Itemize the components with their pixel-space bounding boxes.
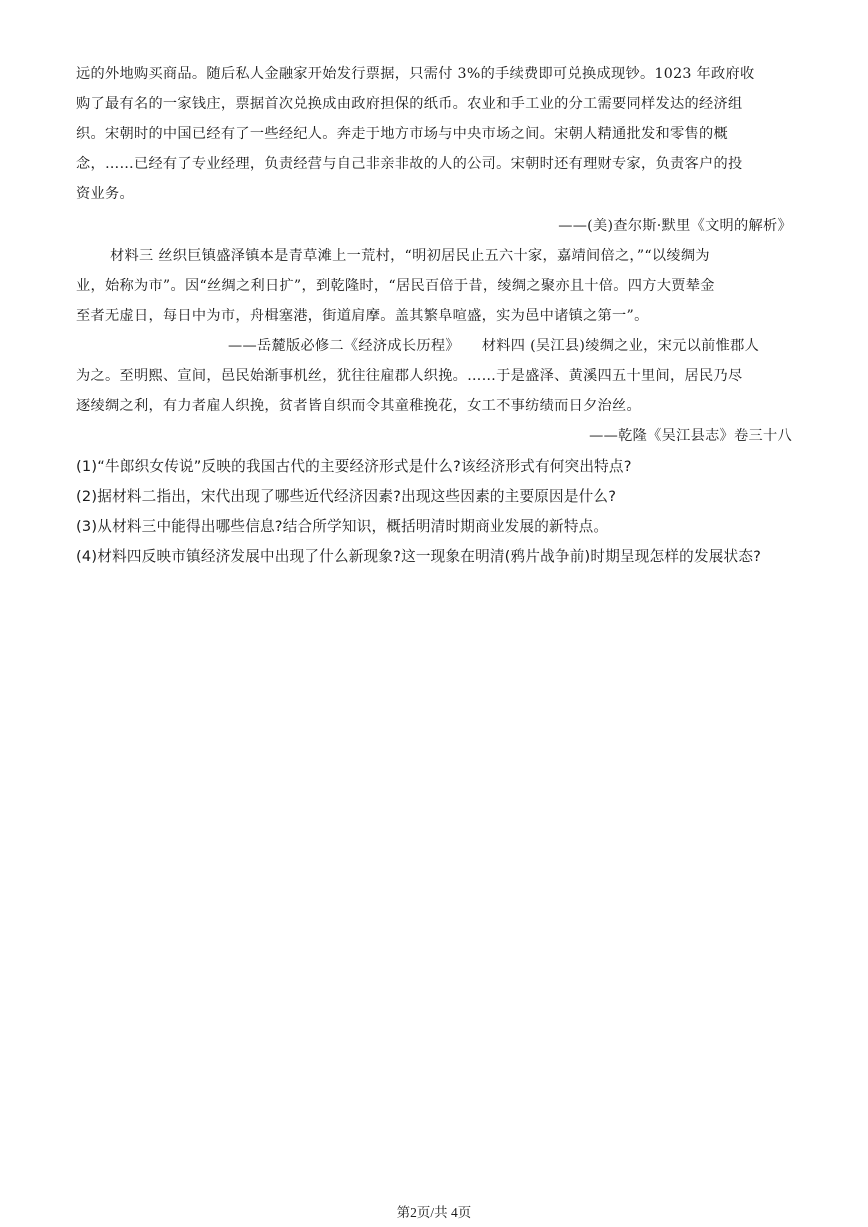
material4-line: 为之。至明熙、宣间，邑民始渐事机丝，犹往往雇郡人织挽。……于是盛泽、黄溪四五十里间，居民乃尽	[76, 368, 743, 384]
material2-line: 念，……已经有了专业经理，负责经营与自己非亲非故的人的公司。宋朝时还有理财专家，负责客户的投	[76, 156, 743, 172]
material3-source: ——岳麓版必修二《经济成长历程》	[228, 338, 460, 354]
material3-line: 至者无虚日，每日中为市，舟楫塞港，街道肩摩。盖其繁阜喧盛，实为邑中诸镇之第一”。	[76, 308, 649, 324]
page-number: 第2页/共 4页	[396, 1205, 472, 1220]
question-3: (3)从材料三中能得出哪些信息?结合所学知识，概括明清时期商业发展的新特点。	[76, 518, 609, 535]
question-2: (2)据材料二指出，宋代出现了哪些近代经济因素?出现这些因素的主要原因是什么?	[76, 488, 617, 505]
material3-source-and-material4-line	[228, 336, 792, 356]
material4-first-line: 材料四 (吴江县)绫绸之业，宋元以前惟郡人	[481, 338, 760, 354]
material2-line: 购了最有名的一家钱庄，票据首次兑换成由政府担保的纸币。农业和手工业的分工需要同样发达的经济组	[76, 96, 743, 112]
material3-line: 材料三 丝织巨镇盛泽镇本是青草滩上一荒村，“明初居民止五六十家，嘉靖间倍之，”“以绫绸为	[110, 248, 710, 264]
question-4: (4)材料四反映市镇经济发展中出现了什么新现象?这一现象在明清(鸦片战争前)时期呈现怎样的发展状态?	[76, 548, 762, 565]
material2-line: 远的外地购买商品。随后私人金融家开始发行票据，只需付 3%的手续费即可兑换成现钞。1023 年政府收	[76, 66, 755, 82]
material4-line: 逐绫绸之利，有力者雇人织挽，贫者皆自织而令其童稚挽花，女工不事纺绩而日夕治丝。	[76, 398, 642, 414]
material2-line: 资业务。	[76, 186, 134, 202]
material2-source: ——(美)查尔斯·默里《文明的解析》	[558, 218, 792, 234]
material2-line: 织。宋朝时的中国已经有了一些经纪人。奔走于地方市场与中央市场之间。宋朝人精通批发和零售的概	[76, 126, 728, 142]
material3-line: 业，始称为市”。因“丝绸之利日扩”，到乾隆时，“居民百倍于昔，绫绸之聚亦且十倍。四方大贾辇金	[76, 278, 715, 294]
question-1: (1)“牛郎织女传说”反映的我国古代的主要经济形式是什么?该经济形式有何突出特点?	[76, 458, 632, 475]
material4-source: ——乾隆《吴江县志》卷三十八	[589, 428, 792, 444]
